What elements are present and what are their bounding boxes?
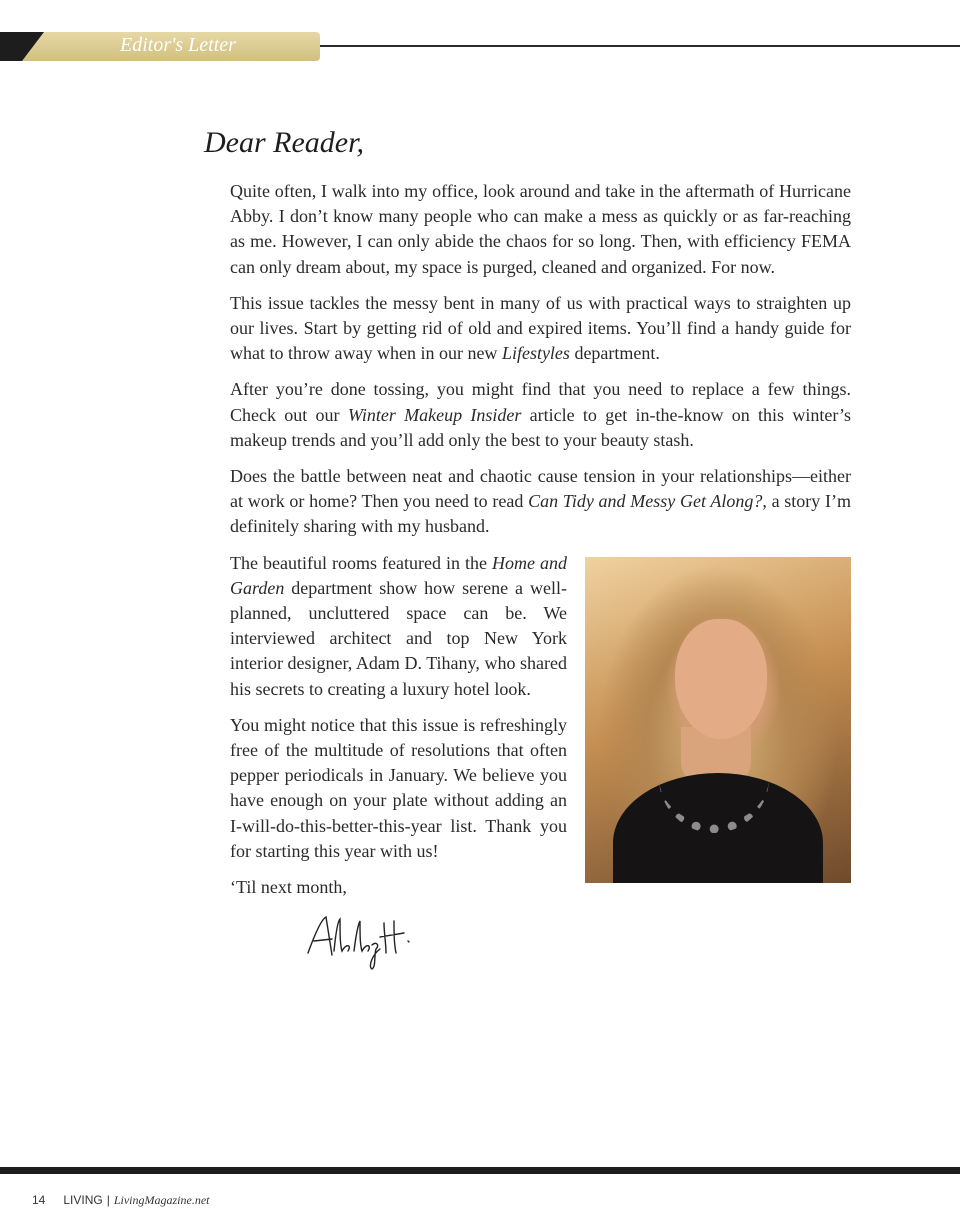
- section-title: Editor's Letter: [120, 34, 236, 56]
- greeting: Dear Reader,: [204, 126, 364, 159]
- paragraph-3: [230, 377, 851, 453]
- text-run: department.: [569, 343, 660, 364]
- paragraph-1: [230, 179, 851, 280]
- signature-image: [302, 911, 412, 973]
- italic-title-run: Winter Makeup Insider: [347, 404, 522, 425]
- page-number: 14: [32, 1193, 46, 1207]
- paragraph-2: [230, 291, 851, 367]
- footer-separator: |: [106, 1193, 110, 1207]
- text-run: , a story I’m definitely sharing with my husband.: [230, 491, 852, 537]
- letter-body: [230, 179, 851, 973]
- text-run: Quite often, I walk into my office, look around and take in the aftermath of Hurricane Abby. I don’t know many people who can make a mess as quickly or as far-reaching as me. However, I can only abide the chaos for so long. Then, with efficiency FEMA can only dream about, my space is purged, cleaned and organized. For now.: [230, 181, 851, 277]
- text-run: article to get in-the-know on this winter’s makeup trends and you’ll add only the best to your beauty stash.: [230, 404, 851, 450]
- text-run: This issue tackles the messy bent in many of us with practical ways to straighten up our lives. Start by getting rid of old and expired items. You’ll find a handy guide for what to throw away when in our new: [230, 292, 851, 364]
- text-run: department show how serene a well-planned, uncluttered space can be. We interviewed architect and top New York interior designer, Adam D. Tihany, who shared his secrets to creating a luxury hotel look.: [230, 577, 567, 699]
- italic-title-run: Lifestyles: [501, 343, 570, 364]
- footer-rule: [0, 1167, 960, 1174]
- website-link: LivingMagazine.net: [113, 1193, 210, 1207]
- paragraph-4: [230, 464, 851, 540]
- magazine-name: LIVING: [63, 1193, 103, 1207]
- editor-photo: [585, 557, 851, 883]
- footer: [32, 1193, 210, 1208]
- text-run: You might notice that this issue is refreshingly free of the multitude of resolutions that often pepper periodicals in January. We believe you have enough on your plate without adding an I-will-do-this-better-this-year list. Thank you for starting this year with us!: [230, 714, 567, 861]
- italic-title-run: Can Tidy and Messy Get Along?: [528, 491, 763, 512]
- photo-face-shape: [675, 619, 767, 739]
- header-rule: [320, 45, 960, 47]
- text-run: After you’re done tossing, you might find that you need to replace a few things. Check out our: [230, 379, 851, 425]
- text-run: The beautiful rooms featured in the: [230, 552, 492, 573]
- italic-title-run: Home and Garden: [230, 552, 567, 598]
- text-run: Does the battle between neat and chaotic cause tension in your relationships—either at work or home? Then you need to read: [230, 466, 851, 512]
- closing: ‘Til next month,: [230, 877, 347, 898]
